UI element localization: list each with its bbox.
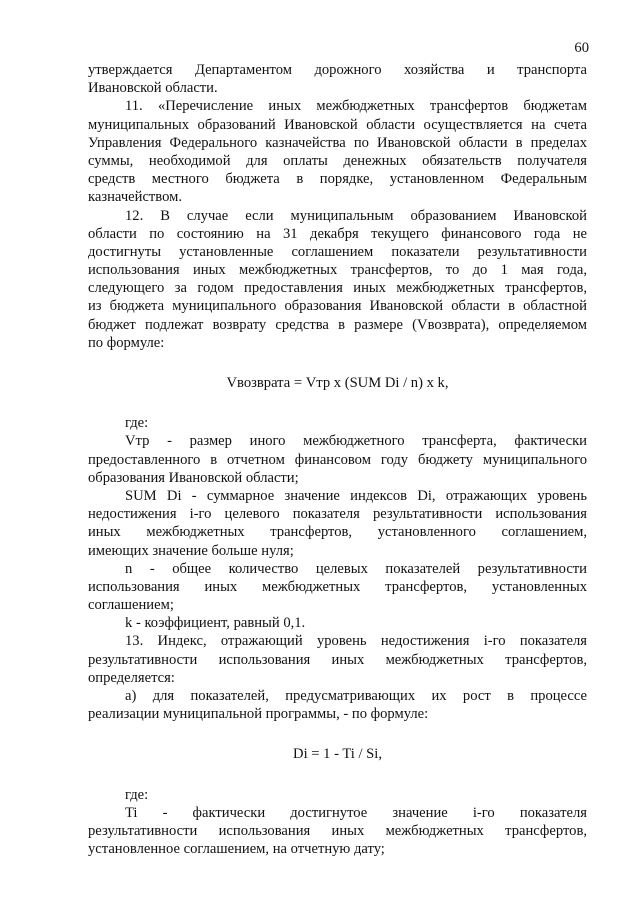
document-body [88,61,587,858]
text-line: определяется: [88,669,175,686]
text-line: образования Ивановской области; [88,469,299,486]
text-line: результативности использования иных межбюджетных трансфертов, [88,651,587,668]
text-line: использования иных межбюджетных трансфертов, то до 1 мая года, [88,262,587,279]
text-line: Управления Федерального казначейства по Ивановской области в пределах [88,134,587,151]
definition-sum-di [88,487,587,560]
text-line: предоставленного в отчетном финансовом году бюджету муниципального [88,451,587,468]
text-line: а) для показателей, предусматривающих их рост в процессе [125,688,587,704]
text-line: реализации муниципальной программы, - по формуле: [88,706,429,723]
text-line: 13. Индекс, отражающий уровень недостижения i-го показателя [125,633,587,650]
page-number: 60 [574,40,589,56]
text-line: k - коэффициент, равный 0,1. [125,615,306,632]
text-line: соглашением; [88,597,174,614]
text-line: Ивановской области. [88,80,218,97]
text-line: Ti - фактически достигнутое значение i-го показателя [125,804,587,821]
text-line: имеющих значение больше нуля; [88,542,294,559]
paragraph-clause-12 [88,207,587,353]
text-line: достигнуты установленные соглашением показатели результативности [88,243,587,260]
text-line: использования иных межбюджетных трансфертов, установленных [88,578,587,595]
text-line: казначейством. [88,189,182,206]
text-line: иных межбюджетных трансфертов, установленного соглашением, [88,524,587,541]
text-line: средств местного бюджета в порядке, установленном Федеральным [88,171,587,188]
text-line: следующего за годом предоставления иных межбюджетных трансфертов, [88,280,587,297]
text-line: утверждается Департаментом дорожного хозяйства и транспорта [88,62,587,78]
text-line: результативности использования иных межбюджетных трансфертов, [88,822,587,839]
text-line: SUM Di - суммарное значение индексов Di, отражающих уровень [125,487,587,504]
text-line: Vтр - размер иного межбюджетного трансферта, фактически [125,433,587,450]
paragraph-intro [88,61,587,97]
text-line: 11. «Перечисление иных межбюджетных трансфертов бюджетам [125,98,587,115]
text-line: установленное соглашением, на отчетную дату; [88,841,385,858]
definition-vtr [88,432,587,487]
where-label: где: [125,415,149,432]
formula-return-amount: Vвозврата = Vтр x (SUM Di / n) x k, [226,375,449,391]
paragraph-clause-11 [88,97,587,206]
text-line: 12. В случае если муниципальным образованием Ивановской [125,207,587,224]
definition-k [88,614,587,632]
where-label: где: [125,786,149,803]
text-line: области по состоянию на 31 декабря текущего финансового года не [88,225,587,242]
definition-ti [88,804,587,859]
text-line: недостижения i-го целевого показателя результативности использования [88,506,587,523]
paragraph-clause-13 [88,632,587,687]
text-line: из бюджета муниципального образования Ивановской области в областной [88,298,587,315]
text-line: n - общее количество целевых показателей результативности [125,560,587,577]
formula-index-di: Di = 1 - Ti / Si, [293,746,382,763]
text-line: суммы, необходимой для оплаты денежных обязательств получателя [88,152,587,169]
paragraph-clause-13a [88,687,587,723]
definition-n [88,560,587,615]
text-line: муниципальных образований Ивановской области осуществляется на счета [88,116,587,133]
text-line: бюджет подлежат возврату средства в размере (Vвозврата), определяемом [88,316,587,333]
text-line: по формуле: [88,334,165,351]
